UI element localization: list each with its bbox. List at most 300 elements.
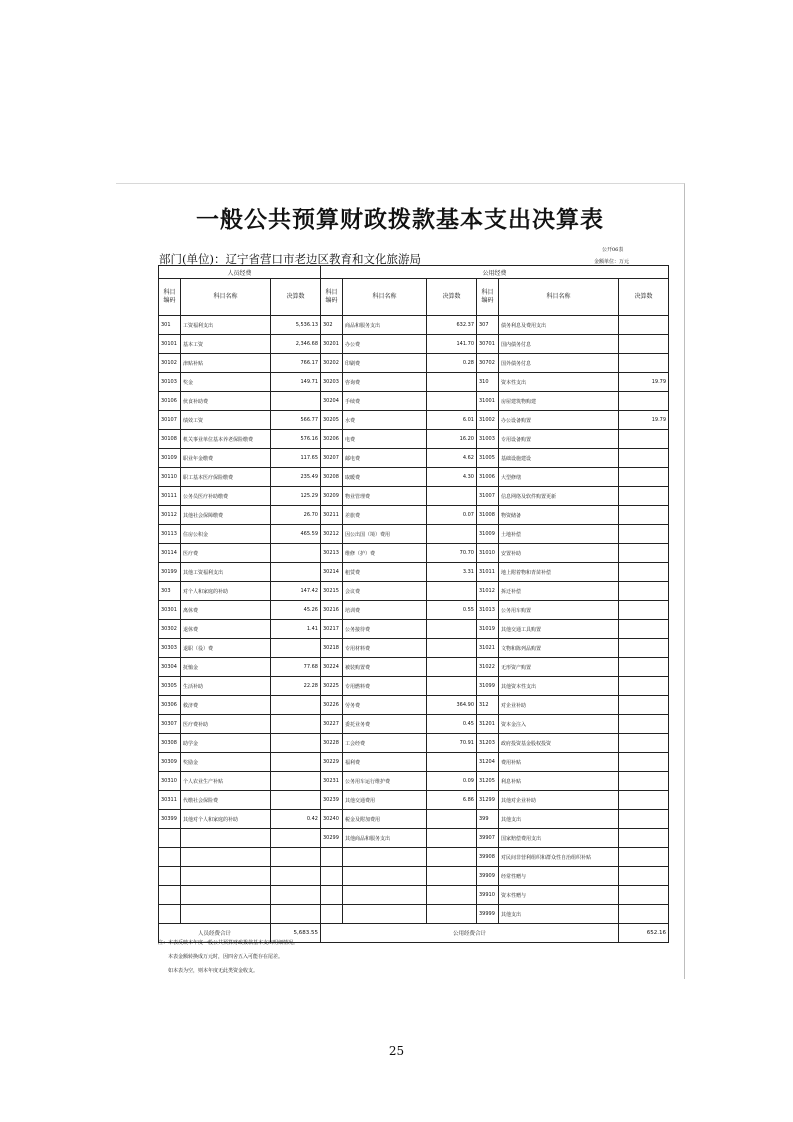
public-total-value: 652.16 <box>619 924 669 943</box>
subject-code-cell: 31007 <box>477 487 499 506</box>
table-row <box>159 848 669 867</box>
table-row <box>159 829 669 848</box>
amount-cell: 19.79 <box>619 373 669 392</box>
table-row <box>159 658 669 677</box>
amount-cell <box>427 525 477 544</box>
amount-cell: 5,536.13 <box>271 316 321 335</box>
amount-cell <box>271 639 321 658</box>
subject-name-cell: 奖金 <box>181 373 271 392</box>
subject-code-cell: 31011 <box>477 563 499 582</box>
subject-code-cell: 30228 <box>321 734 343 753</box>
subject-name-cell: 税金及附加费用 <box>343 810 427 829</box>
subject-code-cell: 31099 <box>477 677 499 696</box>
subject-name-cell: 租赁费 <box>343 563 427 582</box>
amount-cell <box>271 829 321 848</box>
table-row <box>159 506 669 525</box>
subject-name-cell: 因公出国（境）费用 <box>343 525 427 544</box>
subject-name-cell: 信息网络及软件购置更新 <box>499 487 619 506</box>
table-row <box>159 335 669 354</box>
subject-name-cell: 手续费 <box>343 392 427 411</box>
amount-cell: 0.42 <box>271 810 321 829</box>
table-row <box>159 886 669 905</box>
subject-code-cell: 30240 <box>321 810 343 829</box>
table-row <box>159 677 669 696</box>
col-header-code: 科目编码 <box>159 279 181 316</box>
subject-name-cell: 对民间非营利组织和群众性自治组织补贴 <box>499 848 619 867</box>
personnel-total-value: 5,683.55 <box>271 924 321 943</box>
subject-name-cell: 职工基本医疗保险缴费 <box>181 468 271 487</box>
table-row <box>159 905 669 924</box>
subject-name-cell: 印刷费 <box>343 354 427 373</box>
subject-name-cell: 办公设备购置 <box>499 411 619 430</box>
subject-name-cell: 福利费 <box>343 753 427 772</box>
subject-code-cell: 31013 <box>477 601 499 620</box>
subject-code-cell: 30114 <box>159 544 181 563</box>
subject-code-cell: 302 <box>321 316 343 335</box>
amount-cell: 70.70 <box>427 544 477 563</box>
amount-cell <box>427 810 477 829</box>
amount-cell <box>271 772 321 791</box>
subject-name-cell: 伙食补助费 <box>181 392 271 411</box>
subject-name-cell: 差旅费 <box>343 506 427 525</box>
amount-cell: 235.49 <box>271 468 321 487</box>
subject-name-cell: 住房公积金 <box>181 525 271 544</box>
subject-code-cell: 312 <box>477 696 499 715</box>
subject-code-cell: 30108 <box>159 430 181 449</box>
amount-cell <box>427 582 477 601</box>
amount-cell <box>619 810 669 829</box>
amount-cell: 2,346.68 <box>271 335 321 354</box>
amount-cell <box>427 392 477 411</box>
note-line: 本表金额转换成万元时，因四舍五入可能存在尾差。 <box>168 954 284 960</box>
subject-code-cell: 31006 <box>477 468 499 487</box>
amount-cell <box>271 715 321 734</box>
subject-code-cell: 30111 <box>159 487 181 506</box>
subject-name-cell: 助学金 <box>181 734 271 753</box>
subject-name-cell: 咨询费 <box>343 373 427 392</box>
amount-cell <box>619 905 669 924</box>
subject-name-cell: 政府投资基金股权投资 <box>499 734 619 753</box>
subject-code-cell: 30311 <box>159 791 181 810</box>
subject-code-cell: 31203 <box>477 734 499 753</box>
amount-cell <box>619 354 669 373</box>
table-row <box>159 316 669 335</box>
subject-code-cell: 30212 <box>321 525 343 544</box>
subject-code-cell: 30102 <box>159 354 181 373</box>
amount-cell <box>427 867 477 886</box>
subject-code-cell: 30202 <box>321 354 343 373</box>
subject-name-cell: 其他交通工具购置 <box>499 620 619 639</box>
col-header-amount: 决算数 <box>271 279 321 316</box>
subject-code-cell: 30224 <box>321 658 343 677</box>
subject-code-cell: 301 <box>159 316 181 335</box>
subject-name-cell: 土地补偿 <box>499 525 619 544</box>
table-row <box>159 772 669 791</box>
subject-code-cell: 39909 <box>477 867 499 886</box>
amount-cell <box>271 867 321 886</box>
subject-code-cell: 31002 <box>477 411 499 430</box>
table-row <box>159 734 669 753</box>
subject-name-cell: 生活补助 <box>181 677 271 696</box>
amount-cell <box>271 563 321 582</box>
amount-cell <box>619 829 669 848</box>
subject-code-cell <box>321 867 343 886</box>
subject-name-cell: 房屋建筑物购建 <box>499 392 619 411</box>
notes <box>158 936 298 978</box>
amount-cell <box>619 449 669 468</box>
subject-name-cell: 物资储备 <box>499 506 619 525</box>
amount-cell <box>619 563 669 582</box>
subject-name-cell <box>181 848 271 867</box>
subject-code-cell: 39999 <box>477 905 499 924</box>
subject-name-cell: 专用材料费 <box>343 639 427 658</box>
subject-name-cell: 其他工资福利支出 <box>181 563 271 582</box>
amount-cell <box>427 848 477 867</box>
subject-name-cell <box>181 886 271 905</box>
amount-cell <box>271 791 321 810</box>
subject-code-cell: 30206 <box>321 430 343 449</box>
amount-cell: 576.16 <box>271 430 321 449</box>
subject-name-cell: 离休费 <box>181 601 271 620</box>
subject-name-cell: 办公费 <box>343 335 427 354</box>
subject-code-cell: 39908 <box>477 848 499 867</box>
subject-code-cell: 31201 <box>477 715 499 734</box>
subject-name-cell: 津贴补贴 <box>181 354 271 373</box>
amount-cell: 45.26 <box>271 601 321 620</box>
table-row <box>159 544 669 563</box>
amount-cell <box>619 582 669 601</box>
amount-cell <box>619 430 669 449</box>
subject-name-cell: 水费 <box>343 411 427 430</box>
subject-code-cell: 31022 <box>477 658 499 677</box>
table-row <box>159 354 669 373</box>
subject-name-cell: 专用燃料费 <box>343 677 427 696</box>
subject-name-cell: 退职（役）费 <box>181 639 271 658</box>
subject-code-cell: 30113 <box>159 525 181 544</box>
subject-code-cell: 30310 <box>159 772 181 791</box>
subject-code-cell: 30307 <box>159 715 181 734</box>
table-row <box>159 392 669 411</box>
subject-code-cell: 31019 <box>477 620 499 639</box>
amount-cell <box>427 373 477 392</box>
subject-name-cell <box>181 905 271 924</box>
subject-code-cell: 30216 <box>321 601 343 620</box>
amount-cell: 0.45 <box>427 715 477 734</box>
subject-code-cell: 30215 <box>321 582 343 601</box>
subject-code-cell: 30229 <box>321 753 343 772</box>
amount-cell: 4.62 <box>427 449 477 468</box>
amount-cell: 364.90 <box>427 696 477 715</box>
subject-name-cell: 工会经费 <box>343 734 427 753</box>
amount-cell <box>619 335 669 354</box>
amount-cell: 4.30 <box>427 468 477 487</box>
subject-code-cell: 30106 <box>159 392 181 411</box>
table-row <box>159 373 669 392</box>
subject-code-cell: 31204 <box>477 753 499 772</box>
subject-name-cell <box>343 848 427 867</box>
amount-cell: 125.29 <box>271 487 321 506</box>
amount-cell <box>427 753 477 772</box>
subject-code-cell <box>321 886 343 905</box>
subject-name-cell <box>181 867 271 886</box>
subject-code-cell: 31205 <box>477 772 499 791</box>
amount-cell <box>619 620 669 639</box>
amount-cell <box>427 829 477 848</box>
subject-name-cell: 公务用车购置 <box>499 601 619 620</box>
subject-name-cell: 其他资本性支出 <box>499 677 619 696</box>
subject-name-cell: 医疗费 <box>181 544 271 563</box>
table-row <box>159 620 669 639</box>
amount-cell <box>619 867 669 886</box>
subject-code-cell: 31009 <box>477 525 499 544</box>
subject-name-cell: 劳务费 <box>343 696 427 715</box>
subject-name-cell: 国内债务付息 <box>499 335 619 354</box>
table-row <box>159 487 669 506</box>
amount-cell <box>619 715 669 734</box>
subject-name-cell: 抚恤金 <box>181 658 271 677</box>
subject-name-cell: 债务利息及费用支出 <box>499 316 619 335</box>
subject-name-cell: 拆迁补偿 <box>499 582 619 601</box>
amount-cell <box>619 772 669 791</box>
amount-cell: 147.42 <box>271 582 321 601</box>
amount-cell: 0.28 <box>427 354 477 373</box>
subject-code-cell: 30701 <box>477 335 499 354</box>
subject-code-cell: 30306 <box>159 696 181 715</box>
subject-name-cell: 地上附着物和青苗补偿 <box>499 563 619 582</box>
subject-code-cell: 30301 <box>159 601 181 620</box>
subject-name-cell: 专用设备购置 <box>499 430 619 449</box>
amount-cell: 0.07 <box>427 506 477 525</box>
subject-code-cell <box>159 905 181 924</box>
subject-name-cell: 救济费 <box>181 696 271 715</box>
public-total-label: 公用经费合计 <box>321 924 619 943</box>
table-row <box>159 867 669 886</box>
subject-name-cell: 职业年金缴费 <box>181 449 271 468</box>
subject-code-cell: 31001 <box>477 392 499 411</box>
subject-name-cell: 奖励金 <box>181 753 271 772</box>
subject-code-cell: 31008 <box>477 506 499 525</box>
col-header-code: 科目编码 <box>477 279 499 316</box>
subject-name-cell: 个人农业生产补贴 <box>181 772 271 791</box>
subject-code-cell: 30308 <box>159 734 181 753</box>
subject-name-cell: 资本性赠与 <box>499 886 619 905</box>
subject-code-cell: 30112 <box>159 506 181 525</box>
subject-code-cell: 31010 <box>477 544 499 563</box>
subject-name-cell: 机关事业单位基本养老保险缴费 <box>181 430 271 449</box>
amount-cell <box>619 506 669 525</box>
amount-cell: 149.71 <box>271 373 321 392</box>
table-row <box>159 696 669 715</box>
subject-name-cell: 对个人和家庭的补助 <box>181 582 271 601</box>
table-row <box>159 810 669 829</box>
amount-cell <box>271 734 321 753</box>
subject-name-cell: 电费 <box>343 430 427 449</box>
col-header-name: 科目名称 <box>343 279 427 316</box>
amount-cell <box>619 658 669 677</box>
subject-name-cell: 文物和陈列品购置 <box>499 639 619 658</box>
subject-name-cell: 其他交通费用 <box>343 791 427 810</box>
amount-cell: 6.86 <box>427 791 477 810</box>
amount-cell: 6.01 <box>427 411 477 430</box>
subject-name-cell: 无形资产购置 <box>499 658 619 677</box>
subject-code-cell <box>321 848 343 867</box>
amount-cell <box>271 392 321 411</box>
amount-cell: 3.31 <box>427 563 477 582</box>
subject-code-cell: 31299 <box>477 791 499 810</box>
subject-code-cell: 39910 <box>477 886 499 905</box>
amount-cell <box>619 734 669 753</box>
table-row <box>159 430 669 449</box>
amount-cell <box>619 696 669 715</box>
col-header-code: 科目编码 <box>321 279 343 316</box>
subject-code-cell: 30101 <box>159 335 181 354</box>
subject-code-cell: 30227 <box>321 715 343 734</box>
amount-cell <box>427 487 477 506</box>
table-row <box>159 468 669 487</box>
subject-code-cell: 30205 <box>321 411 343 430</box>
amount-cell <box>619 316 669 335</box>
subject-name-cell: 资本性支出 <box>499 373 619 392</box>
subject-code-cell: 30309 <box>159 753 181 772</box>
subject-code-cell: 399 <box>477 810 499 829</box>
amount-cell: 566.77 <box>271 411 321 430</box>
subject-code-cell: 30109 <box>159 449 181 468</box>
subject-code-cell: 30211 <box>321 506 343 525</box>
subject-name-cell: 公务用车运行维护费 <box>343 772 427 791</box>
amount-cell <box>619 886 669 905</box>
amount-cell <box>271 544 321 563</box>
department-label: 部门(单位)：辽宁省营口市老边区教育和文化旅游局 <box>159 252 421 266</box>
amount-cell <box>427 905 477 924</box>
amount-cell: 766.17 <box>271 354 321 373</box>
table-body <box>159 316 669 924</box>
subject-code-cell: 30207 <box>321 449 343 468</box>
subject-code-cell: 31003 <box>477 430 499 449</box>
subject-name-cell: 绩效工资 <box>181 411 271 430</box>
subject-name-cell: 代缴社会保险费 <box>181 791 271 810</box>
subject-name-cell: 物业管理费 <box>343 487 427 506</box>
subject-code-cell <box>159 848 181 867</box>
amount-cell <box>271 848 321 867</box>
table-row <box>159 639 669 658</box>
amount-cell <box>427 620 477 639</box>
subject-code-cell: 307 <box>477 316 499 335</box>
subject-name-cell: 大型修缮 <box>499 468 619 487</box>
subject-code-cell: 30199 <box>159 563 181 582</box>
subject-code-cell: 30303 <box>159 639 181 658</box>
subject-name-cell <box>343 867 427 886</box>
col-header-name: 科目名称 <box>181 279 271 316</box>
subject-name-cell: 其他对个人和家庭的补助 <box>181 810 271 829</box>
amount-cell <box>427 658 477 677</box>
table-row <box>159 715 669 734</box>
table-row <box>159 791 669 810</box>
subject-name-cell: 其他支出 <box>499 905 619 924</box>
subject-name-cell: 其他商品和服务支出 <box>343 829 427 848</box>
amount-cell <box>619 848 669 867</box>
subject-code-cell: 30214 <box>321 563 343 582</box>
subject-name-cell: 资本金注入 <box>499 715 619 734</box>
subject-name-cell: 邮电费 <box>343 449 427 468</box>
subject-name-cell <box>343 886 427 905</box>
table-row <box>159 525 669 544</box>
amount-cell: 70.91 <box>427 734 477 753</box>
table-row <box>159 753 669 772</box>
table-row <box>159 582 669 601</box>
subject-name-cell: 安置补助 <box>499 544 619 563</box>
subject-name-cell: 医疗费补助 <box>181 715 271 734</box>
amount-cell: 16.20 <box>427 430 477 449</box>
table-row <box>159 411 669 430</box>
amount-cell <box>619 487 669 506</box>
subject-name-cell: 委托业务费 <box>343 715 427 734</box>
subject-code-cell: 30231 <box>321 772 343 791</box>
subject-code-cell: 31005 <box>477 449 499 468</box>
subject-code-cell: 30217 <box>321 620 343 639</box>
subject-name-cell: 公务接待费 <box>343 620 427 639</box>
amount-cell: 465.59 <box>271 525 321 544</box>
subject-name-cell: 利息补贴 <box>499 772 619 791</box>
subject-name-cell <box>343 905 427 924</box>
subject-code-cell: 310 <box>477 373 499 392</box>
subject-name-cell: 退休费 <box>181 620 271 639</box>
amount-cell: 22.28 <box>271 677 321 696</box>
subject-code-cell: 39907 <box>477 829 499 848</box>
subject-code-cell: 30305 <box>159 677 181 696</box>
amount-cell: 77.68 <box>271 658 321 677</box>
amount-cell <box>427 677 477 696</box>
subject-name-cell: 经常性赠与 <box>499 867 619 886</box>
col-header-name: 科目名称 <box>499 279 619 316</box>
form-code: 公开06表 <box>602 247 624 253</box>
subject-code-cell <box>159 829 181 848</box>
subject-code-cell: 30209 <box>321 487 343 506</box>
subject-code-cell: 30103 <box>159 373 181 392</box>
amount-cell <box>427 639 477 658</box>
subject-code-cell: 30225 <box>321 677 343 696</box>
table-row <box>159 449 669 468</box>
subject-code-cell: 30203 <box>321 373 343 392</box>
subject-name-cell: 商品和服务支出 <box>343 316 427 335</box>
subject-code-cell <box>321 905 343 924</box>
amount-cell <box>271 886 321 905</box>
subject-name-cell: 对企业补助 <box>499 696 619 715</box>
amount-cell <box>619 392 669 411</box>
table-row <box>159 563 669 582</box>
amount-cell <box>619 544 669 563</box>
personnel-total-label: 人员经费合计 <box>159 924 271 943</box>
amount-cell: 26.70 <box>271 506 321 525</box>
note-line: 如本表为空，则本年度无此类资金收支。 <box>168 968 259 974</box>
subject-name-cell: 公务员医疗补助缴费 <box>181 487 271 506</box>
amount-cell <box>271 905 321 924</box>
amount-cell: 0.09 <box>427 772 477 791</box>
subject-code-cell: 30239 <box>321 791 343 810</box>
subject-code-cell: 30201 <box>321 335 343 354</box>
amount-cell <box>619 791 669 810</box>
subject-name-cell: 培训费 <box>343 601 427 620</box>
subject-name-cell: 工资福利支出 <box>181 316 271 335</box>
expenditure-table <box>158 265 669 943</box>
subject-name-cell: 基础设施建设 <box>499 449 619 468</box>
subject-code-cell: 30226 <box>321 696 343 715</box>
subject-name-cell: 被装购置费 <box>343 658 427 677</box>
report-title: 一般公共预算财政拨款基本支出决算表 <box>196 206 604 233</box>
subject-code-cell <box>159 867 181 886</box>
group-header-personnel: 人员经费 <box>159 266 321 279</box>
subject-code-cell: 30208 <box>321 468 343 487</box>
subject-name-cell <box>181 829 271 848</box>
